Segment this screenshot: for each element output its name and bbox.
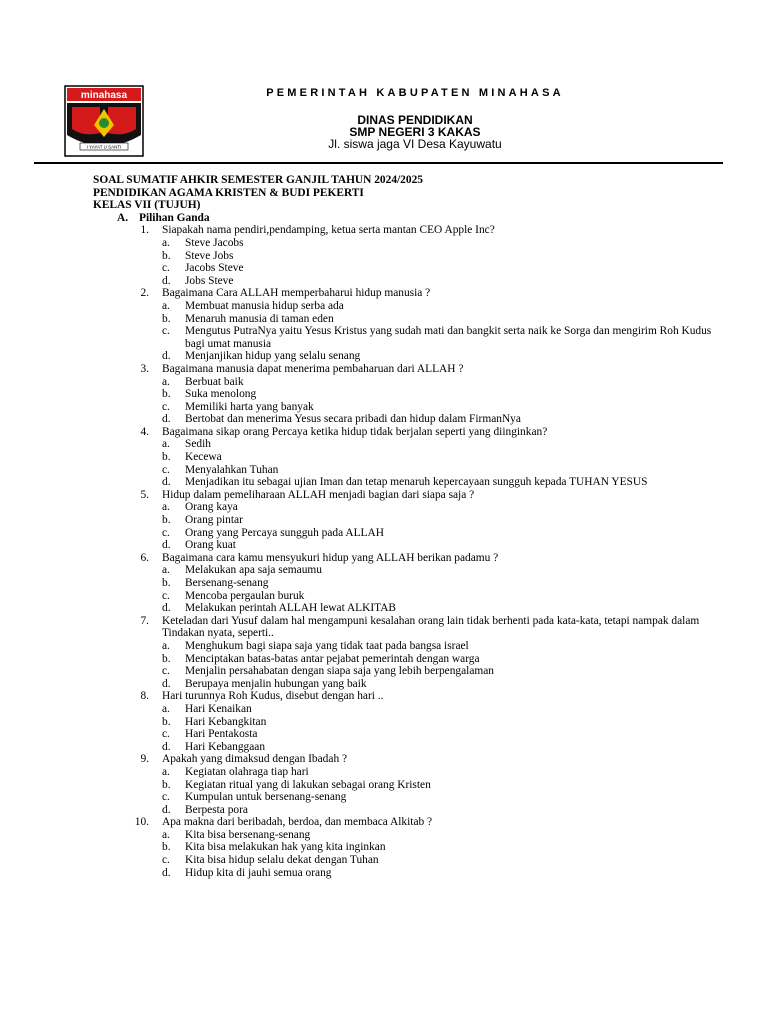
answer-option bbox=[93, 741, 723, 754]
exam-title: SOAL SUMATIF AHKIR SEMESTER GANJIL TAHUN 2024/2025 bbox=[93, 174, 423, 186]
option-letter: b. bbox=[162, 577, 171, 589]
section-label: A. bbox=[117, 211, 129, 224]
answer-option bbox=[93, 476, 723, 489]
option-text: Kita bisa melakukan hak yang kita inginkan bbox=[185, 841, 386, 854]
answer-option bbox=[93, 653, 723, 666]
question-number: 8. bbox=[140, 690, 149, 703]
option-text: Kecewa bbox=[185, 451, 222, 464]
question-text: Keteladan dari Yusuf dalam hal mengampuni kesalahan orang lain tidak berhenti pada kata-kata, tetapi nampak dalam Tindakan nyata, seperti.. bbox=[162, 614, 700, 640]
minahasa-regency-logo bbox=[64, 85, 144, 157]
question bbox=[93, 816, 723, 829]
question-number: 4. bbox=[140, 425, 149, 438]
option-letter: a. bbox=[162, 236, 170, 249]
option-letter: c. bbox=[162, 526, 170, 539]
option-text: Melakukan perintah ALLAH lewat ALKITAB bbox=[185, 602, 397, 615]
answer-option bbox=[93, 854, 723, 867]
option-text: Berpesta pora bbox=[185, 803, 248, 816]
question-number: 9. bbox=[140, 753, 149, 766]
option-text: Kita bisa bersenang-senang bbox=[185, 828, 311, 841]
option-text: Bertobat dan menerima Yesus secara pribadi dan hidup dalam FirmanNya bbox=[185, 413, 521, 426]
option-text: Menjalin persahabatan dengan siapa saja yang lebih berpengalaman bbox=[185, 665, 495, 678]
option-letter: a. bbox=[162, 828, 170, 841]
department-heading: DINAS PENDIDIKAN bbox=[357, 113, 473, 127]
answer-option bbox=[93, 602, 723, 615]
answer-option bbox=[93, 779, 723, 792]
question bbox=[93, 224, 723, 237]
option-letter: d. bbox=[162, 803, 171, 816]
answer-option bbox=[93, 766, 723, 779]
answer-option bbox=[93, 577, 723, 590]
option-letter: a. bbox=[162, 765, 170, 778]
option-text: Kumpulan untuk bersenang-senang bbox=[185, 791, 347, 804]
answer-option bbox=[93, 716, 723, 729]
answer-option bbox=[93, 325, 723, 350]
answer-option bbox=[93, 237, 723, 250]
subject-title: PENDIDIKAN AGAMA KRISTEN & BUDI PEKERTI bbox=[93, 186, 364, 199]
option-letter: c. bbox=[162, 854, 170, 867]
option-letter: a. bbox=[162, 564, 170, 577]
answer-option bbox=[93, 867, 723, 880]
answer-option bbox=[93, 564, 723, 577]
option-letter: b. bbox=[162, 249, 171, 262]
answer-option bbox=[93, 438, 723, 451]
question-text: Apa makna dari beribadah, berdoa, dan membaca Alkitab ? bbox=[162, 816, 433, 829]
option-text: Menaruh manusia di taman eden bbox=[185, 312, 334, 325]
option-letter: b. bbox=[162, 312, 171, 325]
answer-option bbox=[93, 804, 723, 817]
question-number: 10. bbox=[134, 816, 149, 829]
question bbox=[93, 426, 723, 439]
option-text: Menciptakan batas-batas antar pejabat pemerintah dengan warga bbox=[185, 652, 480, 665]
question bbox=[93, 615, 723, 640]
option-letter: d. bbox=[162, 866, 171, 879]
question-text: Bagaimana Cara ALLAH memperbaharui hidup manusia ? bbox=[162, 287, 431, 300]
option-letter: d. bbox=[162, 602, 171, 615]
question bbox=[93, 753, 723, 766]
section-heading bbox=[93, 212, 723, 225]
question-text: Hidup dalam pemeliharaan ALLAH menjadi bagian dari siapa saja ? bbox=[162, 488, 475, 501]
answer-option bbox=[93, 451, 723, 464]
logo-motto: I YAYAT U SANTI bbox=[86, 144, 122, 150]
question-list bbox=[93, 224, 723, 879]
option-letter: a. bbox=[162, 639, 170, 652]
option-text: Kegiatan olahraga tiap hari bbox=[185, 765, 309, 778]
option-letter: b. bbox=[162, 715, 171, 728]
answer-option bbox=[93, 350, 723, 363]
option-text: Hari Kenaikan bbox=[185, 702, 252, 715]
option-letter: d. bbox=[162, 350, 171, 363]
option-text: Kegiatan ritual yang di lakukan sebagai orang Kristen bbox=[185, 778, 431, 791]
section-title: Pilihan Ganda bbox=[139, 211, 210, 224]
option-letter: b. bbox=[162, 778, 171, 791]
option-letter: c. bbox=[162, 325, 170, 338]
answer-option bbox=[93, 376, 723, 389]
option-text: Hari Kebanggaan bbox=[185, 740, 266, 753]
option-text: Mencoba pergaulan buruk bbox=[185, 589, 305, 602]
option-letter: d. bbox=[162, 274, 171, 287]
answer-option bbox=[93, 829, 723, 842]
question-number: 5. bbox=[140, 488, 149, 501]
option-letter: a. bbox=[162, 702, 170, 715]
question-text: Hari turunnya Roh Kudus, disebut dengan hari .. bbox=[162, 690, 384, 703]
question-text: Apakah yang dimaksud dengan Ibadah ? bbox=[162, 753, 348, 766]
option-letter: b. bbox=[162, 388, 171, 401]
exam-document bbox=[93, 174, 723, 879]
option-letter: b. bbox=[162, 841, 171, 854]
option-text: Bersenang-senang bbox=[185, 577, 269, 589]
answer-option bbox=[93, 728, 723, 741]
answer-option bbox=[93, 275, 723, 288]
option-text: Menyalahkan Tuhan bbox=[185, 463, 279, 476]
option-text: Melakukan apa saja semaumu bbox=[185, 564, 322, 577]
option-text: Memiliki harta yang banyak bbox=[185, 400, 314, 413]
option-text: Menjadikan itu sebagai ujian Iman dan tetap menaruh kepercayaan sungguh kepada TUHAN YESUS bbox=[185, 476, 648, 489]
option-text: Sedih bbox=[185, 438, 211, 451]
option-text: Jacobs Steve bbox=[185, 262, 244, 275]
option-text: Hari Kebangkitan bbox=[185, 715, 267, 728]
answer-option bbox=[93, 401, 723, 414]
option-letter: c. bbox=[162, 589, 170, 602]
answer-option bbox=[93, 388, 723, 401]
answer-option bbox=[93, 665, 723, 678]
question-text: Bagaimana cara kamu mensyukuri hidup yang ALLAH berikan padamu ? bbox=[162, 551, 499, 564]
option-letter: a. bbox=[162, 299, 170, 312]
answer-option bbox=[93, 640, 723, 653]
answer-option bbox=[93, 464, 723, 477]
question bbox=[93, 552, 723, 565]
question-text: Siapakah nama pendiri,pendamping, ketua serta mantan CEO Apple Inc? bbox=[162, 224, 495, 237]
option-letter: b. bbox=[162, 451, 171, 464]
option-letter: d. bbox=[162, 539, 171, 552]
option-letter: d. bbox=[162, 413, 171, 426]
answer-option bbox=[93, 300, 723, 313]
question bbox=[93, 287, 723, 300]
option-text: Orang yang Percaya sungguh pada ALLAH bbox=[185, 526, 384, 539]
option-text: Menghukum bagi siapa saja yang tidak taat pada bangsa israel bbox=[185, 639, 469, 652]
option-text: Membuat manusia hidup serba ada bbox=[185, 299, 344, 312]
answer-option bbox=[93, 413, 723, 426]
header-divider bbox=[34, 162, 723, 164]
option-letter: d. bbox=[162, 677, 171, 690]
answer-option bbox=[93, 703, 723, 716]
answer-option bbox=[93, 527, 723, 540]
option-text: Berupaya menjalin hubungan yang baik bbox=[185, 677, 367, 690]
answer-option bbox=[93, 262, 723, 275]
question-number: 1. bbox=[140, 224, 149, 237]
option-text: Hidup kita di jauhi semua orang bbox=[185, 866, 332, 879]
government-heading: PEMERINTAH KABUPATEN MINAHASA bbox=[266, 87, 564, 99]
answer-option bbox=[93, 514, 723, 527]
answer-option bbox=[93, 791, 723, 804]
class-title: KELAS VII (TUJUH) bbox=[93, 199, 201, 212]
logo-text: minahasa bbox=[80, 90, 128, 101]
answer-option bbox=[93, 313, 723, 326]
option-letter: b. bbox=[162, 652, 171, 665]
option-letter: c. bbox=[162, 665, 170, 678]
option-letter: a. bbox=[162, 501, 170, 514]
option-letter: c. bbox=[162, 463, 170, 476]
option-text: Orang kuat bbox=[185, 539, 236, 552]
question bbox=[93, 363, 723, 376]
option-text: Steve Jacobs bbox=[185, 236, 244, 249]
question-number: 6. bbox=[140, 551, 149, 564]
answer-option bbox=[93, 841, 723, 854]
answer-option bbox=[93, 678, 723, 691]
option-letter: c. bbox=[162, 791, 170, 804]
option-text: Kita bisa hidup selalu dekat dengan Tuhan bbox=[185, 854, 379, 867]
question-number: 3. bbox=[140, 362, 149, 375]
question-number: 7. bbox=[140, 614, 149, 627]
answer-option bbox=[93, 501, 723, 514]
question-text: Bagaimana sikap orang Percaya ketika hidup tidak berjalan seperti yang diinginkan? bbox=[162, 425, 548, 438]
answer-option bbox=[93, 539, 723, 552]
answer-option bbox=[93, 590, 723, 603]
option-letter: b. bbox=[162, 514, 171, 527]
question bbox=[93, 690, 723, 703]
school-address: Jl. siswa jaga VI Desa Kayuwatu bbox=[328, 137, 502, 151]
option-text: Suka menolong bbox=[185, 388, 257, 401]
option-text: Mengutus PutraNya yaitu Yesus Kristus yang sudah mati dan bangkit serta naik ke Sorga dan mengirim Roh Kudus bagi umat manusia bbox=[185, 325, 712, 350]
option-letter: d. bbox=[162, 476, 171, 489]
option-letter: a. bbox=[162, 375, 170, 388]
option-text: Hari Pentakosta bbox=[185, 728, 258, 741]
option-text: Menjanjikan hidup yang selalu senang bbox=[185, 350, 361, 363]
option-letter: c. bbox=[162, 262, 170, 275]
option-text: Jobs Steve bbox=[185, 274, 234, 287]
option-letter: c. bbox=[162, 400, 170, 413]
school-name: SMP NEGERI 3 KAKAS bbox=[349, 125, 481, 139]
option-text: Steve Jobs bbox=[185, 249, 234, 262]
question-text: Bagaimana manusia dapat menerima pembaharuan dari ALLAH ? bbox=[162, 362, 464, 375]
answer-option bbox=[93, 250, 723, 263]
option-letter: a. bbox=[162, 438, 170, 451]
option-text: Orang kaya bbox=[185, 501, 238, 514]
option-letter: c. bbox=[162, 728, 170, 741]
option-text: Orang pintar bbox=[185, 514, 243, 527]
option-text: Berbuat baik bbox=[185, 375, 244, 388]
question bbox=[93, 489, 723, 502]
option-letter: d. bbox=[162, 740, 171, 753]
question-number: 2. bbox=[140, 287, 149, 300]
